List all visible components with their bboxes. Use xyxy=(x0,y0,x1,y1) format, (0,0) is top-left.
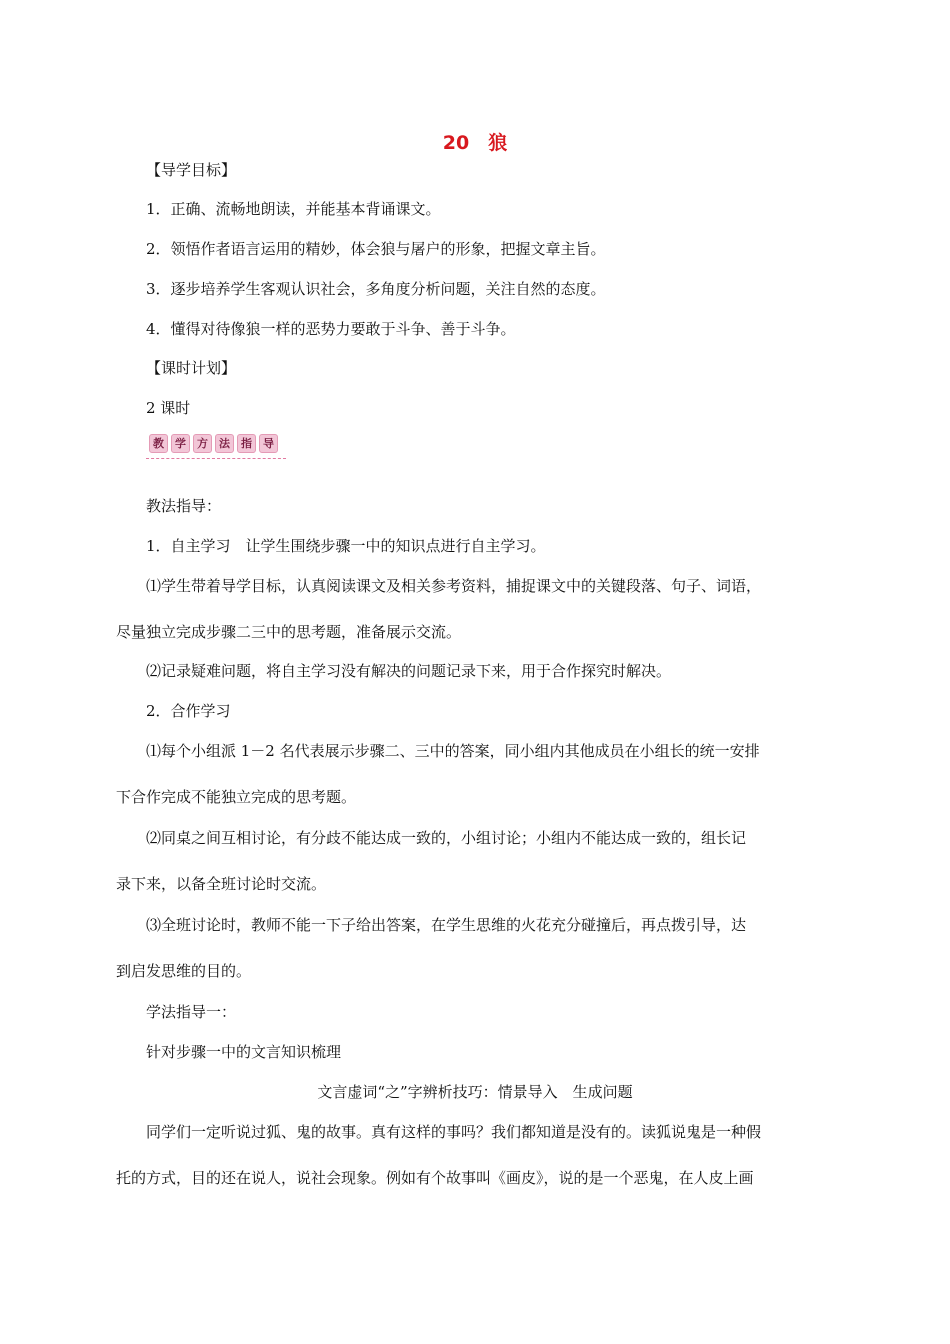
subsection-heading: 文言虚词“之”字辨析技巧：情景导入 生成问题 xyxy=(317,1083,633,1101)
body-line: ⑵记录疑难问题，将自主学习没有解决的问题记录下来，用于合作探究时解决。 xyxy=(146,662,672,680)
body-line: ⑶全班讨论时，教师不能一下子给出答案，在学生思维的火花充分碰撞后，再点拨引导，达 xyxy=(146,916,747,934)
body-line: 教法指导： xyxy=(146,497,222,515)
goal-item: 2．领悟作者语言运用的精妙，体会狼与屠户的形象，把握文章主旨。 xyxy=(146,240,606,258)
plan-text: 2 课时 xyxy=(146,399,191,417)
goal-item: 3．逐步培养学生客观认识社会，多角度分析问题，关注自然的态度。 xyxy=(146,280,606,298)
goal-item: 1．正确、流畅地朗读，并能基本背诵课文。 xyxy=(146,200,441,218)
goal-item: 4．懂得对待像狼一样的恶势力要敢于斗争、善于斗争。 xyxy=(146,320,516,338)
body-line: 2．合作学习 xyxy=(146,702,231,720)
banner-char: 方 xyxy=(193,434,212,453)
body-line: 学法指导一： xyxy=(146,1003,237,1021)
banner-char: 指 xyxy=(237,434,256,453)
banner-underline xyxy=(146,458,286,459)
body-line: ⑵同桌之间互相讨论，有分歧不能达成一致的，小组讨论；小组内不能达成一致的，组长记 xyxy=(146,829,747,847)
banner-char: 教 xyxy=(149,434,168,453)
goals-heading: 【导学目标】 xyxy=(146,161,237,179)
body-line: 到启发思维的目的。 xyxy=(116,962,252,980)
page-title: 20 狼 xyxy=(442,132,508,154)
banner-char: 学 xyxy=(171,434,190,453)
body-line: 针对步骤一中的文言知识梳理 xyxy=(146,1043,342,1061)
teaching-method-banner xyxy=(146,434,286,460)
body-line: 尽量独立完成步骤二三中的思考题，准备展示交流。 xyxy=(116,623,462,641)
body-line: ⑴学生带着导学目标，认真阅读课文及相关参考资料，捕捉课文中的关键段落、句子、词语， xyxy=(146,577,762,595)
body-line: 录下来，以备全班讨论时交流。 xyxy=(116,875,327,893)
banner-char: 导 xyxy=(259,434,278,453)
banner-char: 法 xyxy=(215,434,234,453)
body-line: 同学们一定听说过狐、鬼的故事。真有这样的事吗？我们都知道是没有的。读狐说鬼是一种假 xyxy=(146,1123,762,1141)
body-line: 下合作完成不能独立完成的思考题。 xyxy=(116,788,357,806)
plan-heading: 【课时计划】 xyxy=(146,359,237,377)
body-line: 1．自主学习 让学生围绕步骤一中的知识点进行自主学习。 xyxy=(146,537,546,555)
body-line: 托的方式，目的还在说人，说社会现象。例如有个故事叫《画皮》，说的是一个恶鬼，在人皮上画 xyxy=(116,1169,754,1187)
body-line: ⑴每个小组派 1－2 名代表展示步骤二、三中的答案，同小组内其他成员在小组长的统一安排 xyxy=(146,742,760,760)
